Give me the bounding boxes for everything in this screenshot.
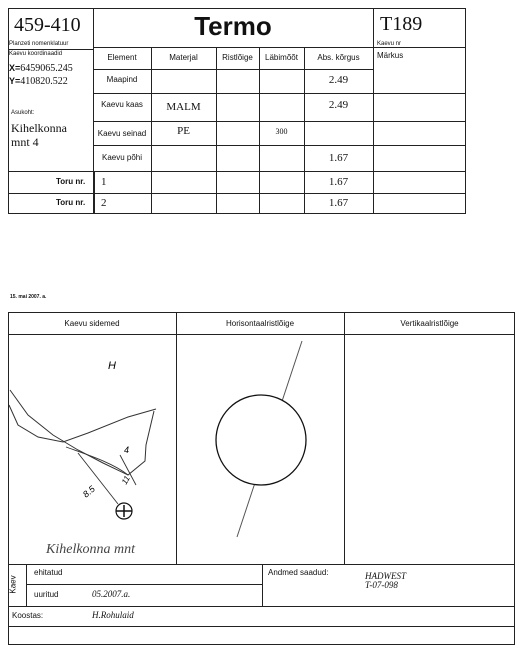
- location-line1: Kihelkonna: [11, 121, 67, 135]
- location-line2: mnt 4: [11, 135, 39, 149]
- connections-sketch: [8, 335, 176, 564]
- divider: [8, 193, 466, 194]
- compiled-value: H.Rohulaid: [92, 610, 134, 620]
- side-label-well: Kaev: [8, 575, 18, 594]
- divider: [216, 47, 217, 214]
- hand-note-measure: 4: [124, 445, 130, 455]
- pipe-number: 2: [101, 197, 107, 209]
- well-number-label: Kaevu nr: [377, 41, 402, 47]
- divider: [262, 564, 263, 606]
- street-boundary-line: [9, 405, 156, 442]
- header-abs-height: Abs. kõrgus: [317, 53, 360, 62]
- divider: [344, 312, 345, 564]
- header-note: Märkus: [377, 51, 404, 60]
- row-abs-height: 1.67: [328, 152, 349, 164]
- hand-note-measure: 11: [119, 474, 132, 486]
- row-diameter: 300: [275, 127, 288, 136]
- divider: [26, 584, 262, 585]
- date-stamp: 15. mai 2007. a.: [10, 294, 47, 300]
- col-title-vertical: Vertikaalristlõige: [400, 319, 459, 328]
- header-material: Materjal: [169, 53, 198, 62]
- surveyed-value: 05.2007.a.: [92, 589, 131, 599]
- col-title-horizontal: Horisontaalristlõige: [225, 319, 295, 328]
- pipe-abs-height: 1.67: [328, 197, 349, 209]
- pipe-label: Toru nr.: [56, 198, 86, 207]
- divider: [93, 121, 466, 122]
- compiled-label: Koostas:: [12, 611, 44, 620]
- divider: [373, 47, 466, 48]
- row-material: PE: [177, 125, 190, 137]
- hand-note-street: Kihelkonna mnt: [46, 542, 136, 557]
- row-element: Kaevu põhi: [101, 153, 143, 162]
- divider: [8, 171, 466, 172]
- divider: [94, 171, 95, 214]
- data-from-line2: T-07-098: [365, 580, 398, 590]
- row-material: MALM: [166, 101, 201, 113]
- page-title: Termo: [194, 11, 272, 41]
- col-title-connections: Kaevu sidemed: [64, 319, 120, 328]
- pipe-abs-height: 1.67: [328, 176, 349, 188]
- data-from-label: Andmed saadud:: [268, 568, 329, 577]
- y-coordinate: Y=410820.522: [9, 76, 68, 87]
- hand-note-measure: 8.5: [80, 483, 97, 500]
- row-element: Kaevu seinad: [97, 129, 147, 138]
- divider: [26, 564, 27, 606]
- location-label: Asukoht:: [11, 110, 35, 116]
- row-abs-height: 2.49: [328, 74, 349, 86]
- pipe-number: 1: [101, 176, 107, 188]
- map-sheet-label: Planzeti nomenklatuur: [9, 41, 69, 47]
- divider: [8, 606, 515, 607]
- row-element: Kaevu kaas: [101, 100, 143, 109]
- divider: [8, 49, 93, 50]
- surveyed-label: uuritud: [34, 590, 59, 599]
- map-sheet-number: 459-410: [14, 14, 81, 36]
- divider: [8, 626, 515, 627]
- hand-note-h: H: [108, 360, 116, 372]
- well-outline: [216, 395, 306, 485]
- divider: [373, 8, 374, 214]
- header-diameter: Läbimõõt: [265, 53, 298, 62]
- building-outline: [10, 390, 154, 475]
- horizontal-section-sketch: [177, 335, 344, 564]
- header-section: Ristlõige: [222, 53, 253, 62]
- data-from-line1: HADWEST: [365, 571, 406, 581]
- header-element: Element: [107, 53, 137, 62]
- pipe-label: Toru nr.: [56, 177, 86, 186]
- row-element: Maapind: [106, 75, 138, 84]
- row-abs-height: 2.49: [328, 99, 349, 111]
- built-label: ehitatud: [34, 568, 63, 577]
- coords-label: Kaevu koordinaadid: [9, 51, 63, 57]
- x-coordinate: X=6459065.245: [9, 63, 73, 74]
- divider: [93, 145, 466, 146]
- divider: [304, 47, 305, 214]
- divider: [93, 93, 466, 94]
- well-number: T189: [380, 13, 423, 35]
- divider: [93, 47, 373, 48]
- divider: [93, 69, 373, 70]
